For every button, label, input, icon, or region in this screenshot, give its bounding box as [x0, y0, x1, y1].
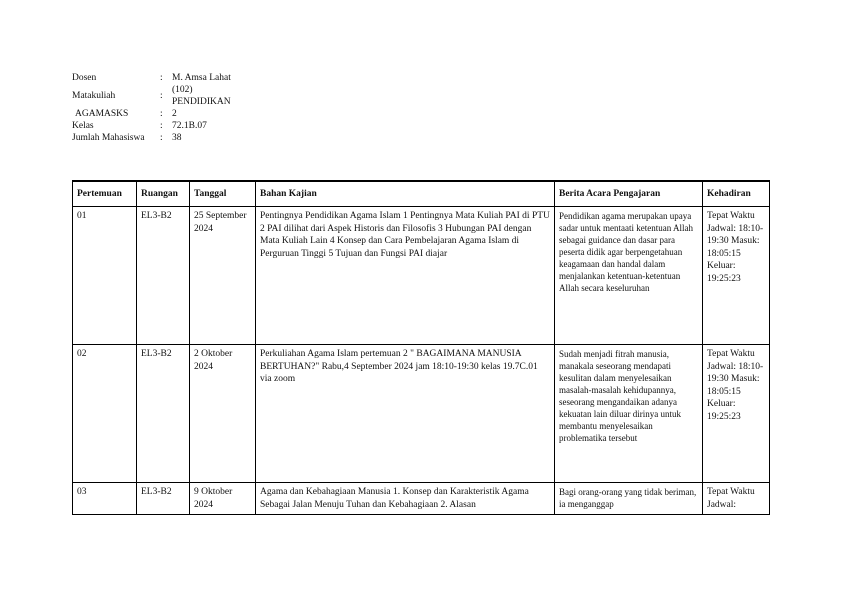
cell-kehadiran: Tepat Waktu Jadwal: 18:10-19:30 Masuk: 18:05:15 Keluar: 19:25:23 [703, 345, 770, 483]
table-row [73, 483, 770, 515]
table-row [73, 207, 770, 345]
course-code: (102) [172, 85, 193, 95]
cell-ruangan: EL3-B2 [137, 345, 190, 483]
colon: : [160, 73, 163, 83]
table-row [73, 345, 770, 483]
dosen-value: M. Amsa Lahat [172, 73, 231, 83]
header-kehadiran: Kehadiran [703, 181, 770, 207]
jumlah-label: Jumlah Mahasiswa [72, 133, 145, 143]
cell-tanggal: 25 September 2024 [190, 207, 256, 345]
matakuliah-label: Matakuliah [72, 91, 116, 101]
cell-berita-acara: Pendidikan agama merupakan upaya sadar untuk mentaati ketentuan Allah sebagai guidance dan dasar para peserta didik agar berpengetahuan keagamaan dan handal dalam menjalankan ketentuan-ketentuan Allah secara keseluruhan [555, 207, 703, 345]
jumlah-value: 38 [172, 133, 182, 143]
colon: : [160, 121, 163, 131]
cell-berita-acara: Sudah menjadi fitrah manusia, manakala seseorang mendapati kesulitan dalam menyelesaikan masalah-masalah kehidupannya, seseorang mengandaikan adanya kekuatan lain diluar dirinya untuk membantu menyelesaikan problematika tersebut [555, 345, 703, 483]
colon: : [160, 109, 163, 119]
colon: : [160, 133, 163, 143]
cell-ruangan: EL3-B2 [137, 483, 190, 515]
header-pertemuan: Pertemuan [73, 181, 137, 207]
header-ruangan: Ruangan [137, 181, 190, 207]
dosen-label: Dosen [72, 73, 97, 83]
cell-tanggal: 9 Oktober 2024 [190, 483, 256, 515]
header-bahan-kajian: Bahan Kajian [256, 181, 555, 207]
cell-pertemuan: 03 [73, 483, 137, 515]
matakuliah-value: PENDIDIKAN [172, 97, 231, 107]
cell-bahan-kajian: Pentingnya Pendidikan Agama Islam 1 Pentingnya Mata Kuliah PAI di PTU 2 PAI dilihat dari Aspek Historis dan Filosofis 3 Hubungan PAI dengan Mata Kuliah Lain 4 Konsep dan Cara Pembelajaran Agama Islam di Perguruan Tinggi 5 Tujuan dan Fungsi PAI diajar [256, 207, 555, 345]
header-berita-acara: Berita Acara Pengajaran [555, 181, 703, 207]
cell-ruangan: EL3-B2 [137, 207, 190, 345]
cell-pertemuan: 01 [73, 207, 137, 345]
cell-bahan-kajian: Perkuliahan Agama Islam pertemuan 2 " BAGAIMANA MANUSIA BERTUHAN?" Rabu,4 September 2024 jam 18:10-19:30 kelas 19.7C.01 via zoom [256, 345, 555, 483]
cell-kehadiran: Tepat Waktu Jadwal: 18:10-19:30 Masuk: 18:05:15 Keluar: 19:25:23 [703, 207, 770, 345]
cell-tanggal: 2 Oktober 2024 [190, 345, 256, 483]
kelas-label: Kelas [72, 121, 94, 131]
header-tanggal: Tanggal [190, 181, 256, 207]
cell-bahan-kajian: Agama dan Kebahagiaan Manusia 1. Konsep dan Karakteristik Agama Sebagai Jalan Menuju Tuhan dan Kebahagiaan 2. Alasan [256, 483, 555, 515]
colon: : [160, 91, 163, 101]
agama-label: AGAMASKS [75, 109, 129, 119]
table-header-row [73, 181, 770, 207]
lecture-journal-table [72, 180, 770, 515]
agama-value: 2 [172, 109, 177, 119]
cell-pertemuan: 02 [73, 345, 137, 483]
cell-kehadiran: Tepat Waktu Jadwal: [703, 483, 770, 515]
cell-berita-acara: Bagi orang-orang yang tidak beriman, ia menganggap [555, 483, 703, 515]
kelas-value: 72.1B.07 [172, 121, 207, 131]
